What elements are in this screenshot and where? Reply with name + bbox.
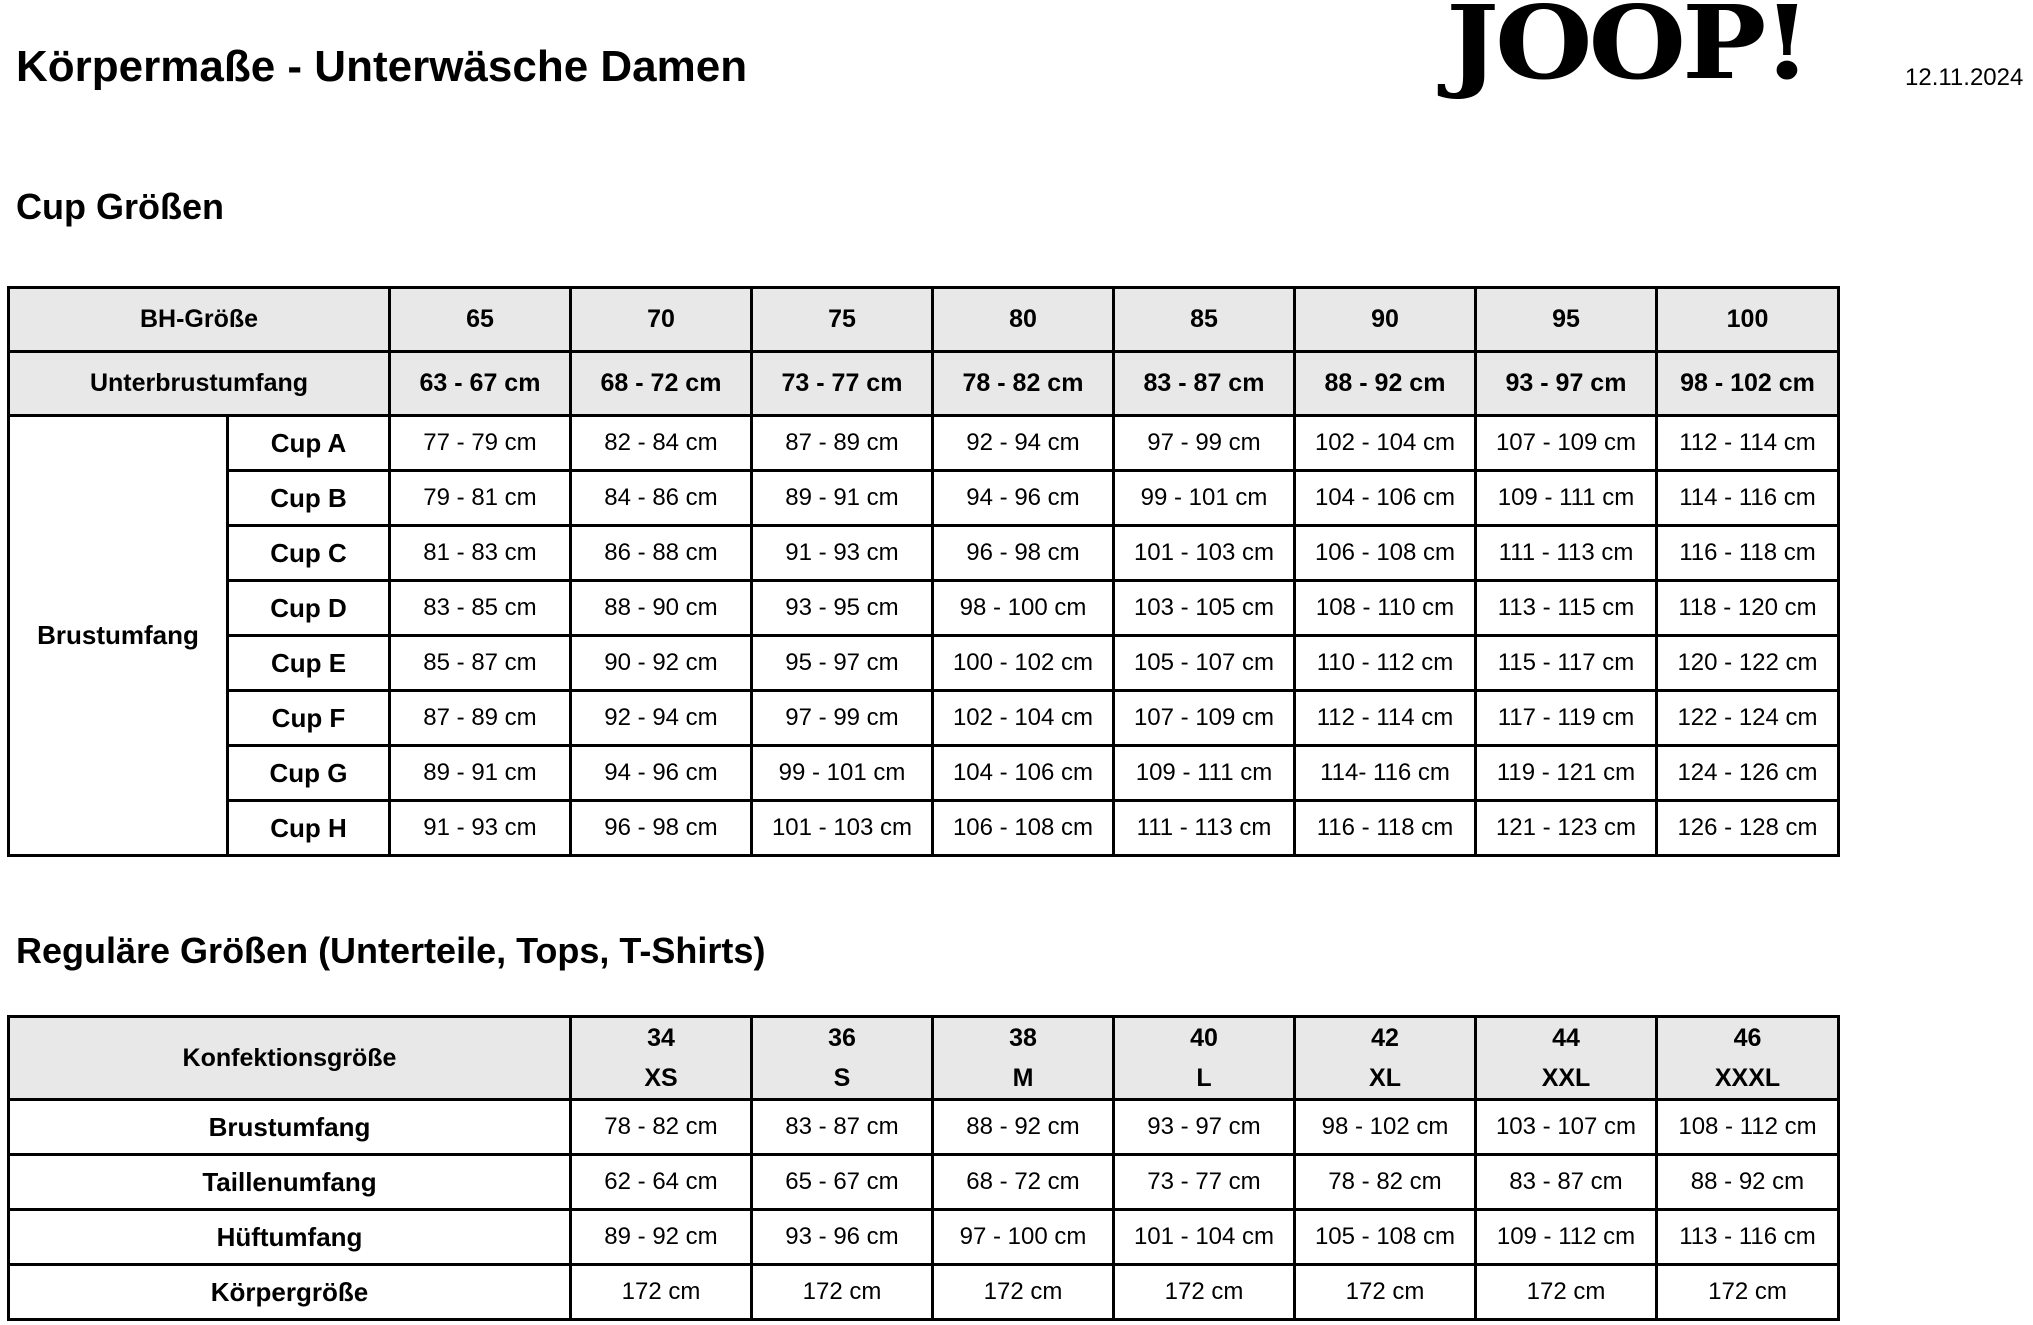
cup-row bbox=[9, 801, 1839, 856]
measurement-value: 78 - 82 cm bbox=[1295, 1155, 1476, 1210]
measurement-value: 172 cm bbox=[752, 1265, 933, 1320]
bh-size-header: 90 bbox=[1295, 288, 1476, 352]
measurement-value: 78 - 82 cm bbox=[571, 1100, 752, 1155]
measurement-label: Körpergröße bbox=[9, 1265, 571, 1320]
measurement-value: 172 cm bbox=[933, 1265, 1114, 1320]
konfektion-size-header bbox=[1657, 1017, 1839, 1100]
cup-row bbox=[9, 526, 1839, 581]
measurement-row bbox=[9, 1155, 1839, 1210]
measurement-value: 101 - 104 cm bbox=[1114, 1210, 1295, 1265]
size-number: 36 bbox=[828, 1024, 856, 1052]
bust-value: 106 - 108 cm bbox=[1295, 526, 1476, 581]
bust-value: 85 - 87 cm bbox=[390, 636, 571, 691]
bust-value: 97 - 99 cm bbox=[752, 691, 933, 746]
bust-value: 77 - 79 cm bbox=[390, 416, 571, 471]
bust-value: 124 - 126 cm bbox=[1657, 746, 1839, 801]
page-title: Körpermaße - Unterwäsche Damen bbox=[16, 42, 748, 91]
cup-label: Cup B bbox=[228, 471, 390, 526]
bust-label: Brustumfang bbox=[9, 416, 228, 856]
size-letter: M bbox=[1012, 1064, 1034, 1092]
measurement-row bbox=[9, 1100, 1839, 1155]
measurement-value: 73 - 77 cm bbox=[1114, 1155, 1295, 1210]
bust-value: 91 - 93 cm bbox=[752, 526, 933, 581]
bh-size-header: 70 bbox=[571, 288, 752, 352]
cup-size-table bbox=[7, 286, 1840, 857]
bust-value: 79 - 81 cm bbox=[390, 471, 571, 526]
bust-value: 112 - 114 cm bbox=[1657, 416, 1839, 471]
measurement-value: 83 - 87 cm bbox=[1476, 1155, 1657, 1210]
bust-value: 101 - 103 cm bbox=[1114, 526, 1295, 581]
bust-value: 96 - 98 cm bbox=[933, 526, 1114, 581]
bust-value: 99 - 101 cm bbox=[1114, 471, 1295, 526]
konfektion-row bbox=[9, 1017, 1839, 1100]
size-letter: XL bbox=[1369, 1064, 1401, 1092]
bust-value: 114 - 116 cm bbox=[1657, 471, 1839, 526]
bust-value: 103 - 105 cm bbox=[1114, 581, 1295, 636]
measurement-value: 172 cm bbox=[1476, 1265, 1657, 1320]
measurement-value: 109 - 112 cm bbox=[1476, 1210, 1657, 1265]
bust-value: 121 - 123 cm bbox=[1476, 801, 1657, 856]
regular-size-table bbox=[7, 1015, 1840, 1321]
bust-value: 92 - 94 cm bbox=[571, 691, 752, 746]
bust-value: 122 - 124 cm bbox=[1657, 691, 1839, 746]
underbust-row bbox=[9, 352, 1839, 416]
cup-row bbox=[9, 636, 1839, 691]
size-letter: XXXL bbox=[1714, 1064, 1781, 1092]
measurement-value: 93 - 96 cm bbox=[752, 1210, 933, 1265]
cup-label: Cup E bbox=[228, 636, 390, 691]
bh-size-header: 65 bbox=[390, 288, 571, 352]
bust-value: 89 - 91 cm bbox=[390, 746, 571, 801]
bust-value: 120 - 122 cm bbox=[1657, 636, 1839, 691]
measurement-value: 97 - 100 cm bbox=[933, 1210, 1114, 1265]
bust-value: 87 - 89 cm bbox=[752, 416, 933, 471]
size-number: 46 bbox=[1733, 1024, 1762, 1052]
bust-value: 88 - 90 cm bbox=[571, 581, 752, 636]
bust-value: 110 - 112 cm bbox=[1295, 636, 1476, 691]
bust-value: 118 - 120 cm bbox=[1657, 581, 1839, 636]
underbust-value: 78 - 82 cm bbox=[933, 352, 1114, 416]
bh-size-label: BH-Größe bbox=[9, 288, 390, 352]
measurement-value: 172 cm bbox=[1657, 1265, 1839, 1320]
underbust-label: Unterbrustumfang bbox=[9, 352, 390, 416]
bust-value: 107 - 109 cm bbox=[1114, 691, 1295, 746]
cup-label: Cup H bbox=[228, 801, 390, 856]
measurement-value: 88 - 92 cm bbox=[1657, 1155, 1839, 1210]
measurement-value: 83 - 87 cm bbox=[752, 1100, 933, 1155]
bust-value: 81 - 83 cm bbox=[390, 526, 571, 581]
bust-value: 104 - 106 cm bbox=[1295, 471, 1476, 526]
size-letter: XS bbox=[644, 1064, 678, 1092]
bust-value: 105 - 107 cm bbox=[1114, 636, 1295, 691]
cup-section-title: Cup Größen bbox=[16, 186, 224, 227]
measurement-value: 62 - 64 cm bbox=[571, 1155, 752, 1210]
underbust-value: 83 - 87 cm bbox=[1114, 352, 1295, 416]
konfektion-size-header bbox=[571, 1017, 752, 1100]
measurement-label: Hüftumfang bbox=[9, 1210, 571, 1265]
regular-table-body bbox=[9, 1017, 1839, 1320]
underbust-value: 63 - 67 cm bbox=[390, 352, 571, 416]
measurement-value: 93 - 97 cm bbox=[1114, 1100, 1295, 1155]
size-number: 40 bbox=[1190, 1024, 1218, 1052]
measurement-value: 65 - 67 cm bbox=[752, 1155, 933, 1210]
bh-size-header: 75 bbox=[752, 288, 933, 352]
size-number: 44 bbox=[1552, 1024, 1580, 1052]
konfektion-label: Konfektionsgröße bbox=[9, 1017, 571, 1100]
brand-logo: JOOP! bbox=[1446, 0, 1808, 103]
bust-value: 91 - 93 cm bbox=[390, 801, 571, 856]
bust-value: 101 - 103 cm bbox=[752, 801, 933, 856]
bust-value: 99 - 101 cm bbox=[752, 746, 933, 801]
bust-value: 104 - 106 cm bbox=[933, 746, 1114, 801]
size-number: 42 bbox=[1371, 1024, 1399, 1052]
bust-value: 111 - 113 cm bbox=[1476, 526, 1657, 581]
konfektion-size-header bbox=[1295, 1017, 1476, 1100]
bust-value: 116 - 118 cm bbox=[1657, 526, 1839, 581]
cup-row bbox=[9, 581, 1839, 636]
cup-row bbox=[9, 691, 1839, 746]
bust-value: 98 - 100 cm bbox=[933, 581, 1114, 636]
bh-size-header: 80 bbox=[933, 288, 1114, 352]
bust-value: 126 - 128 cm bbox=[1657, 801, 1839, 856]
konfektion-size-header bbox=[752, 1017, 933, 1100]
bust-value: 107 - 109 cm bbox=[1476, 416, 1657, 471]
measurement-value: 89 - 92 cm bbox=[571, 1210, 752, 1265]
measurement-value: 98 - 102 cm bbox=[1295, 1100, 1476, 1155]
document-date: 12.11.2024 bbox=[1905, 64, 2024, 91]
measurement-value: 172 cm bbox=[571, 1265, 752, 1320]
cup-label: Cup G bbox=[228, 746, 390, 801]
bust-value: 82 - 84 cm bbox=[571, 416, 752, 471]
cup-label: Cup F bbox=[228, 691, 390, 746]
bust-value: 106 - 108 cm bbox=[933, 801, 1114, 856]
bh-size-header: 85 bbox=[1114, 288, 1295, 352]
bh-size-header: 100 bbox=[1657, 288, 1839, 352]
measurement-value: 172 cm bbox=[1295, 1265, 1476, 1320]
measurement-value: 88 - 92 cm bbox=[933, 1100, 1114, 1155]
bust-value: 117 - 119 cm bbox=[1476, 691, 1657, 746]
bust-value: 89 - 91 cm bbox=[752, 471, 933, 526]
measurement-row bbox=[9, 1210, 1839, 1265]
underbust-value: 93 - 97 cm bbox=[1476, 352, 1657, 416]
bh-size-header: 95 bbox=[1476, 288, 1657, 352]
cup-label: Cup A bbox=[228, 416, 390, 471]
underbust-value: 73 - 77 cm bbox=[752, 352, 933, 416]
size-number: 34 bbox=[647, 1024, 675, 1052]
measurement-value: 103 - 107 cm bbox=[1476, 1100, 1657, 1155]
measurement-value: 172 cm bbox=[1114, 1265, 1295, 1320]
bust-value: 83 - 85 cm bbox=[390, 581, 571, 636]
cup-label: Cup C bbox=[228, 526, 390, 581]
bust-value: 97 - 99 cm bbox=[1114, 416, 1295, 471]
bust-value: 84 - 86 cm bbox=[571, 471, 752, 526]
size-number: 38 bbox=[1009, 1024, 1037, 1052]
bust-value: 109 - 111 cm bbox=[1476, 471, 1657, 526]
konfektion-size-header bbox=[1476, 1017, 1657, 1100]
bust-value: 92 - 94 cm bbox=[933, 416, 1114, 471]
bust-value: 102 - 104 cm bbox=[933, 691, 1114, 746]
measurement-value: 108 - 112 cm bbox=[1657, 1100, 1839, 1155]
measurement-value: 113 - 116 cm bbox=[1657, 1210, 1839, 1265]
bust-value: 119 - 121 cm bbox=[1476, 746, 1657, 801]
bust-value: 102 - 104 cm bbox=[1295, 416, 1476, 471]
bust-value: 96 - 98 cm bbox=[571, 801, 752, 856]
measurement-value: 68 - 72 cm bbox=[933, 1155, 1114, 1210]
regular-section-title: Reguläre Größen (Unterteile, Tops, T-Shirts) bbox=[16, 930, 766, 971]
underbust-value: 68 - 72 cm bbox=[571, 352, 752, 416]
cup-row bbox=[9, 746, 1839, 801]
konfektion-size-header bbox=[1114, 1017, 1295, 1100]
bust-value: 95 - 97 cm bbox=[752, 636, 933, 691]
size-letter: XXL bbox=[1541, 1064, 1591, 1092]
bust-value: 116 - 118 cm bbox=[1295, 801, 1476, 856]
bust-value: 115 - 117 cm bbox=[1476, 636, 1657, 691]
bh-size-row bbox=[9, 288, 1839, 352]
bust-value: 87 - 89 cm bbox=[390, 691, 571, 746]
underbust-value: 98 - 102 cm bbox=[1657, 352, 1839, 416]
konfektion-size-header bbox=[933, 1017, 1114, 1100]
bust-value: 93 - 95 cm bbox=[752, 581, 933, 636]
size-letter: S bbox=[833, 1064, 851, 1092]
bust-value: 113 - 115 cm bbox=[1476, 581, 1657, 636]
bust-value: 114- 116 cm bbox=[1295, 746, 1476, 801]
measurement-row bbox=[9, 1265, 1839, 1320]
size-letter: L bbox=[1196, 1064, 1212, 1092]
measurement-value: 105 - 108 cm bbox=[1295, 1210, 1476, 1265]
bust-value: 94 - 96 cm bbox=[571, 746, 752, 801]
measurement-label: Brustumfang bbox=[9, 1100, 571, 1155]
bust-value: 108 - 110 cm bbox=[1295, 581, 1476, 636]
bust-value: 112 - 114 cm bbox=[1295, 691, 1476, 746]
cup-label: Cup D bbox=[228, 581, 390, 636]
bust-value: 109 - 111 cm bbox=[1114, 746, 1295, 801]
cup-table-body bbox=[9, 288, 1839, 856]
cup-row bbox=[9, 416, 1839, 471]
underbust-value: 88 - 92 cm bbox=[1295, 352, 1476, 416]
bust-value: 94 - 96 cm bbox=[933, 471, 1114, 526]
bust-value: 100 - 102 cm bbox=[933, 636, 1114, 691]
measurement-label: Taillenumfang bbox=[9, 1155, 571, 1210]
bust-value: 111 - 113 cm bbox=[1114, 801, 1295, 856]
cup-row bbox=[9, 471, 1839, 526]
bust-value: 86 - 88 cm bbox=[571, 526, 752, 581]
bust-value: 90 - 92 cm bbox=[571, 636, 752, 691]
